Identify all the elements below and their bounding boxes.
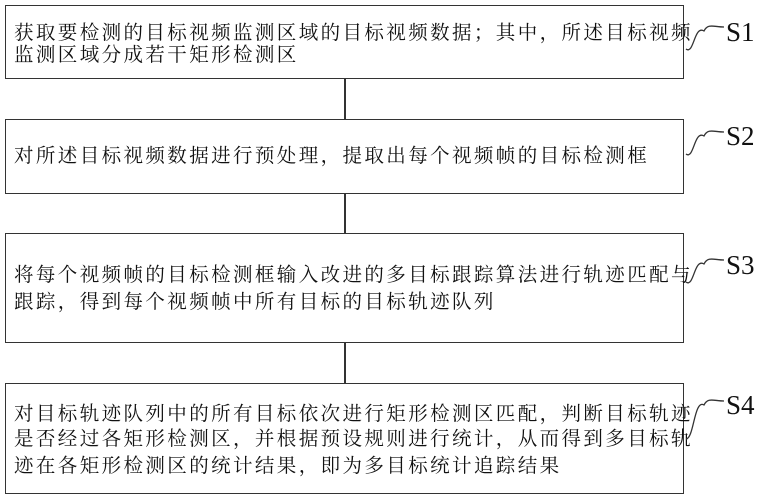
step-text-line: 是否经过各矩形检测区，并根据预设规则进行统计，从而得到多目标轨 [14,427,693,450]
step-text-line: 对目标轨迹队列中的所有目标依次进行矩形检测区匹配，判断目标轨迹 [14,402,693,425]
step-label-s4: S4 [726,390,755,420]
connector-line [344,194,346,233]
step-label-s1: S1 [726,17,755,47]
connector-line [344,79,346,119]
step-label-s3: S3 [726,250,755,280]
connector-line [344,343,346,383]
step-text-line: 迹在各矩形检测区的统计结果，即为多目标统计追踪结果 [14,454,562,477]
step-text-line: 监测区域分成若干矩形检测区 [14,43,299,66]
step-box-s1 [5,5,693,79]
step-text-line: 对所述目标视频数据进行预处理，提取出每个视频帧的目标检测框 [14,144,650,167]
step-text-line: 将每个视频帧的目标检测框输入改进的多目标跟踪算法进行轨迹匹配与 [14,263,693,286]
step-text-line: 获取要检测的目标视频监测区域的目标视频数据；其中，所述目标视频 [14,21,693,44]
step-box-s3 [5,233,693,343]
step-box-s2 [5,119,684,194]
step-label-s2: S2 [726,121,755,151]
step-box-s4 [5,383,693,494]
step-text-line: 跟踪，得到每个视频帧中所有目标的目标轨迹队列 [14,290,496,313]
